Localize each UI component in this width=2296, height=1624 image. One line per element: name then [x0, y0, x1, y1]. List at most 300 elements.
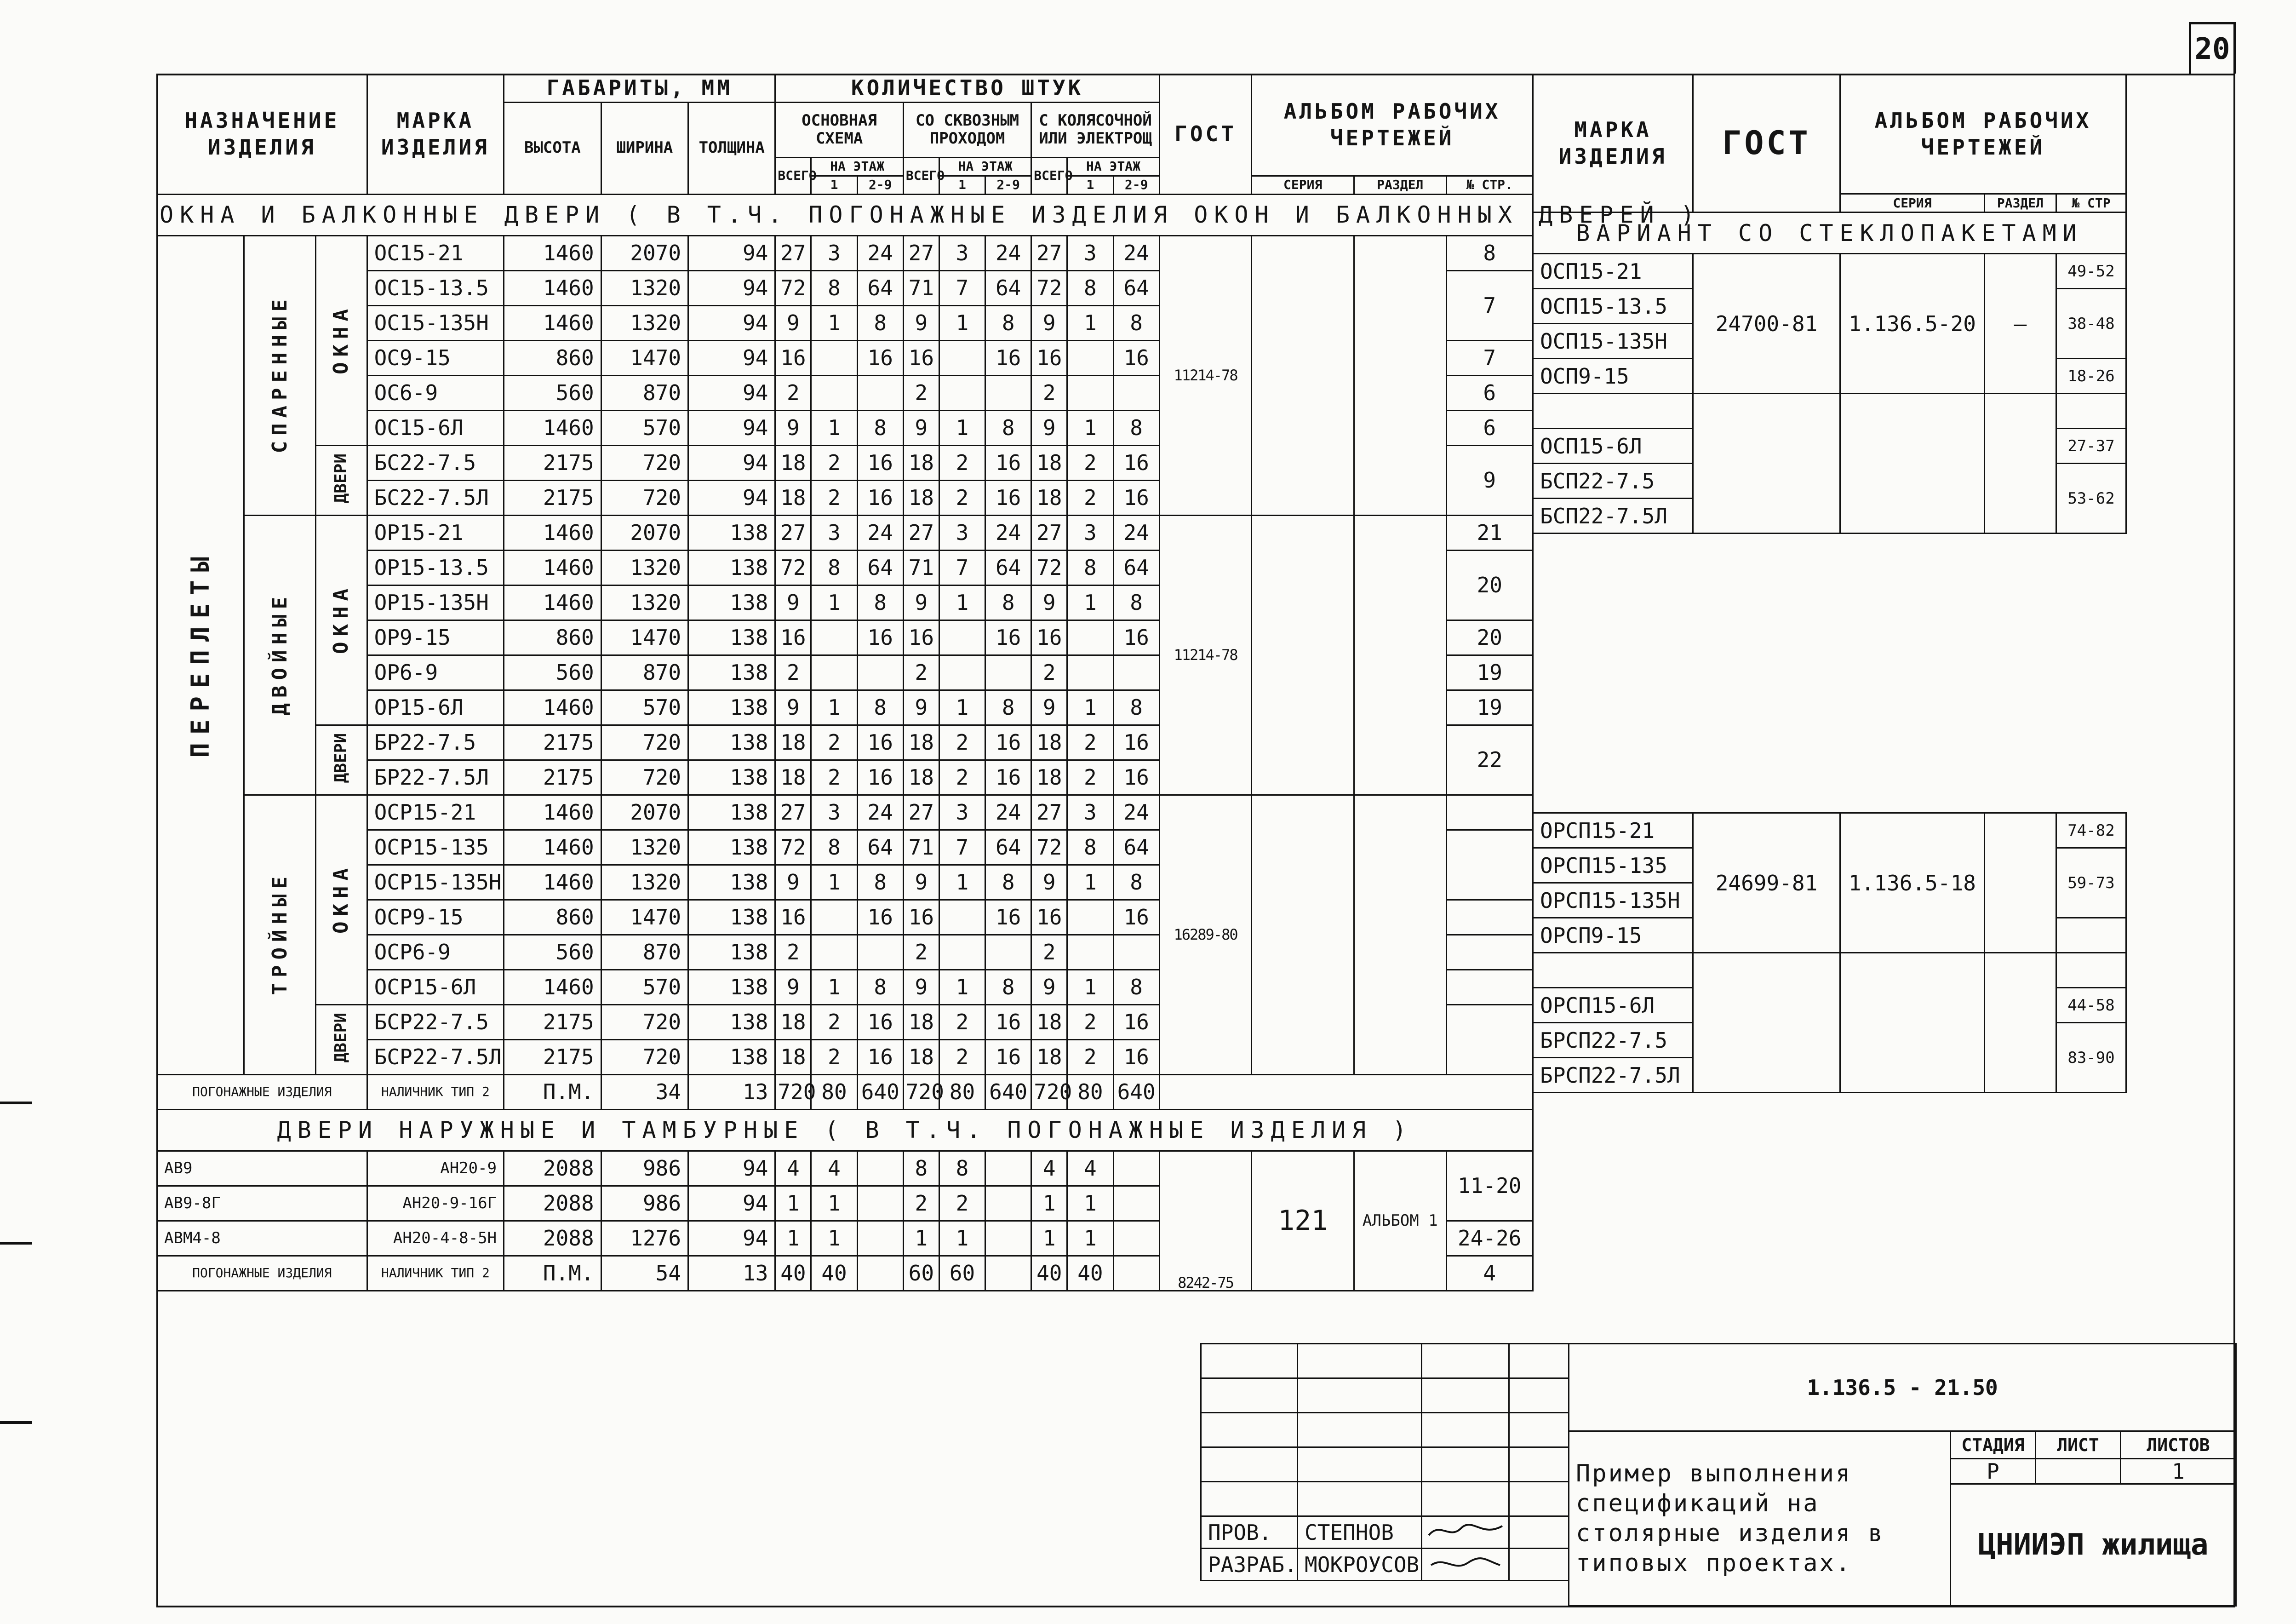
value-cell: 24 — [1113, 795, 1159, 830]
value-cell: 2 — [775, 935, 811, 970]
header-floor-1: 1 — [1067, 176, 1113, 194]
value-cell: 27 — [775, 235, 811, 270]
page-number: 20 — [1446, 550, 1533, 620]
kind-label-cell — [316, 515, 367, 725]
value-cell: 24 — [1113, 235, 1159, 270]
value-cell — [857, 1186, 903, 1221]
header-floor-2-9: 2-9 — [1113, 176, 1159, 194]
value-cell: 1 — [775, 1186, 811, 1221]
page-number: 19 — [1446, 690, 1533, 725]
page-number: 8 — [1446, 235, 1533, 270]
value-cell: 72 — [775, 270, 811, 305]
value-cell: 1460 — [504, 795, 601, 830]
stage-label: СТАДИЯ — [1951, 1431, 2036, 1459]
value-cell: 8 — [985, 690, 1031, 725]
gost-number: 11214-78 — [1159, 235, 1251, 515]
type-label: СПАРЕННЫЕ — [268, 294, 292, 453]
value-cell: 2 — [811, 480, 857, 515]
value-cell: 1 — [811, 1186, 857, 1221]
value-cell: 560 — [504, 375, 601, 410]
value-cell: 2 — [1067, 445, 1113, 480]
value-cell: 3 — [939, 515, 985, 550]
value-cell: 2088 — [504, 1221, 601, 1256]
header-per-floor: НА ЭТАЖ — [1067, 157, 1160, 176]
page-number: 59-73 — [2056, 848, 2126, 918]
door-row — [157, 1151, 1533, 1186]
value-cell: 16 — [1113, 1004, 1159, 1039]
value-cell: 1 — [1067, 1221, 1113, 1256]
value-cell: 8 — [811, 270, 857, 305]
empty-cell — [1840, 394, 1985, 534]
value-cell — [939, 620, 985, 655]
value-cell: 8 — [903, 1151, 939, 1186]
kind-label-cell — [316, 445, 367, 515]
value-cell: 3 — [1067, 515, 1113, 550]
header-total: ВСЕГО — [775, 157, 811, 194]
value-cell: 16 — [985, 760, 1031, 795]
value-cell: 2 — [1067, 1039, 1113, 1074]
header-wheelchair: С КОЛЯСОЧНОЙ ИЛИ ЭЛЕКТРОЩ — [1031, 102, 1160, 157]
value-cell: 2 — [939, 760, 985, 795]
empty-cell — [1985, 394, 2056, 534]
header-through-pass: СО СКВОЗНЫМ ПРОХОДОМ — [903, 102, 1031, 157]
value-cell: 40 — [811, 1256, 857, 1291]
value-cell: 2 — [939, 1186, 985, 1221]
door-mark: АВМ4-8 — [157, 1221, 367, 1256]
value-cell: 1 — [939, 410, 985, 445]
value-cell: 64 — [985, 550, 1031, 585]
value-cell: 138 — [688, 620, 775, 655]
value-cell: 16 — [1031, 340, 1067, 375]
header-floor-2-9: 2-9 — [985, 176, 1031, 194]
value-cell: 94 — [688, 1221, 775, 1256]
value-cell: 9 — [903, 690, 939, 725]
value-cell: 2 — [811, 725, 857, 760]
value-cell: 4 — [775, 1151, 811, 1186]
value-cell: 16 — [985, 340, 1031, 375]
value-cell: 18 — [1031, 480, 1067, 515]
value-cell: П.М. — [504, 1074, 601, 1109]
value-cell: 8 — [1067, 550, 1113, 585]
value-cell: 3 — [1067, 795, 1113, 830]
value-cell: 138 — [688, 760, 775, 795]
value-cell: 64 — [1113, 550, 1159, 585]
value-cell: 8 — [985, 305, 1031, 340]
value-cell — [985, 1221, 1031, 1256]
margin-mark — [0, 1421, 32, 1424]
section-windows-title: ОКНА И БАЛКОННЫЕ ДВЕРИ ( В Т.Ч. ПОГОНАЖНЫЕ ИЗДЕЛИЯ ОКОН И БАЛКОННЫХ ДВЕРЕЙ ) — [157, 194, 1533, 235]
value-cell: 27 — [1031, 235, 1067, 270]
value-cell: 720 — [601, 480, 688, 515]
glazing-mark: ОРСП15-21 — [1533, 813, 1693, 848]
value-cell: 16 — [985, 900, 1031, 935]
gap-row — [1533, 534, 2126, 813]
header-main-scheme: ОСНОВНАЯ СХЕМА — [775, 102, 903, 157]
molding-label: ПОГОНАЖНЫЕ ИЗДЕЛИЯ — [157, 1074, 367, 1109]
product-mark: ОС6-9 — [367, 375, 504, 410]
value-cell: 1460 — [504, 515, 601, 550]
kind-label-windows: ОКНА — [329, 303, 353, 374]
door-frame-mark: НАЛИЧНИК ТИП 2 — [367, 1256, 504, 1291]
value-cell: 138 — [688, 865, 775, 900]
gost-number: 16289-80 — [1159, 795, 1251, 1074]
value-cell: 1 — [1067, 970, 1113, 1004]
sheet-number: 20 — [2189, 22, 2236, 74]
header-page-no: № СТР. — [1446, 176, 1533, 194]
value-cell: 1470 — [601, 900, 688, 935]
signature-image — [1422, 1549, 1509, 1581]
glazing-variant-table — [1532, 74, 2127, 1093]
value-cell — [985, 1186, 1031, 1221]
glazing-mark: БСП22-7.5 — [1533, 464, 1693, 499]
product-mark: ОС9-15 — [367, 340, 504, 375]
checked-name: СТЕПНОВ — [1298, 1516, 1422, 1549]
value-cell: 720 — [601, 760, 688, 795]
value-cell: 1 — [939, 690, 985, 725]
value-cell: 138 — [688, 725, 775, 760]
page-number: 49-52 — [2056, 254, 2126, 289]
margin-mark — [0, 1102, 32, 1104]
value-cell: 94 — [688, 445, 775, 480]
value-cell: 64 — [857, 550, 903, 585]
value-cell — [1067, 620, 1113, 655]
value-cell: 2175 — [504, 725, 601, 760]
value-cell: 1320 — [601, 830, 688, 865]
value-cell — [857, 935, 903, 970]
value-cell: 18 — [903, 480, 939, 515]
value-cell: 72 — [1031, 550, 1067, 585]
title-block — [1568, 1343, 2237, 1607]
value-cell: 1 — [1067, 305, 1113, 340]
header-mark: МАРКА ИЗДЕЛИЯ — [367, 75, 504, 195]
value-cell: 870 — [601, 375, 688, 410]
sheets-label: ЛИСТОВ — [2121, 1431, 2236, 1459]
value-cell: 1 — [811, 1221, 857, 1256]
value-cell: 24 — [1113, 515, 1159, 550]
value-cell — [939, 935, 985, 970]
kind-label-windows: ОКНА — [329, 862, 353, 934]
gost-number: 8242-75 — [1159, 1151, 1251, 1291]
value-cell: 1460 — [504, 235, 601, 270]
value-cell: 1276 — [601, 1221, 688, 1256]
value-cell: 3 — [811, 515, 857, 550]
value-cell: 2 — [903, 655, 939, 690]
value-cell: 27 — [903, 235, 939, 270]
page-number: 18-26 — [2056, 359, 2126, 394]
type-label-cell — [244, 795, 316, 1074]
value-cell: 2 — [811, 760, 857, 795]
value-cell — [1113, 1186, 1159, 1221]
value-cell: 986 — [601, 1151, 688, 1186]
page-number: 53-62 — [2056, 464, 2126, 534]
molding-row — [157, 1074, 1533, 1109]
value-cell: 16 — [1113, 480, 1159, 515]
right-header-album: АЛЬБОМ РАБОЧИХ ЧЕРТЕЖЕЙ — [1840, 75, 2126, 194]
value-cell: 8 — [985, 410, 1031, 445]
value-cell: 18 — [1031, 1004, 1067, 1039]
value-cell: 7 — [939, 270, 985, 305]
value-cell: 8 — [811, 830, 857, 865]
right-header-page-no: № СТР — [2056, 194, 2126, 212]
value-cell: 9 — [1031, 865, 1067, 900]
glazing-mark: ОСП9-15 — [1533, 359, 1693, 394]
glazing-mark: ОРСП15-135 — [1533, 848, 1693, 883]
value-cell: 1470 — [601, 340, 688, 375]
group-label: ПЕРЕПЛЕТЫ — [186, 549, 215, 758]
value-cell: 2 — [903, 375, 939, 410]
value-cell: 16 — [1113, 445, 1159, 480]
value-cell: 2 — [1031, 935, 1067, 970]
value-cell: 16 — [1031, 900, 1067, 935]
value-cell: 1 — [939, 305, 985, 340]
value-cell: 8 — [1067, 270, 1113, 305]
value-cell: 94 — [688, 1186, 775, 1221]
value-cell: 27 — [1031, 795, 1067, 830]
value-cell: 1 — [811, 585, 857, 620]
table-row — [157, 235, 1533, 270]
margin-mark — [0, 1242, 32, 1245]
value-cell: 18 — [775, 1039, 811, 1074]
value-cell: 986 — [601, 1186, 688, 1221]
value-cell: 34 — [601, 1074, 688, 1109]
door-mark: АВ9-8Г — [157, 1186, 367, 1221]
value-cell: 870 — [601, 655, 688, 690]
value-cell: 1 — [811, 690, 857, 725]
table-row — [157, 795, 1533, 830]
right-header-section: РАЗДЕЛ — [1985, 194, 2056, 212]
value-cell: 1 — [1031, 1186, 1067, 1221]
value-cell: 1 — [1067, 1186, 1113, 1221]
value-cell: 18 — [1031, 725, 1067, 760]
value-cell: 1460 — [504, 305, 601, 340]
value-cell: 18 — [775, 725, 811, 760]
value-cell — [857, 375, 903, 410]
product-mark: БС22-7.5Л — [367, 480, 504, 515]
value-cell: 16 — [1113, 760, 1159, 795]
kind-label-doors: ДВЕРИ — [332, 453, 351, 504]
header-series: СЕРИЯ — [1252, 176, 1354, 194]
value-cell: 2 — [939, 1004, 985, 1039]
value-cell: 27 — [775, 795, 811, 830]
header-thickness: ТОЛЩИНА — [688, 102, 775, 194]
value-cell: 9 — [1031, 585, 1067, 620]
glazing-mark: БРСП22-7.5Л — [1533, 1058, 1693, 1093]
value-cell: 72 — [1031, 270, 1067, 305]
value-cell: 9 — [775, 305, 811, 340]
type-label-cell — [244, 235, 316, 515]
header-total: ВСЕГО — [903, 157, 939, 194]
value-cell: 560 — [504, 935, 601, 970]
glazing-gost: 24700-81 — [1693, 254, 1840, 394]
value-cell: 16 — [857, 725, 903, 760]
empty-cell — [1985, 953, 2056, 1093]
product-mark: БС22-7.5 — [367, 445, 504, 480]
value-cell: 18 — [1031, 445, 1067, 480]
product-mark: БСР22-7.5Л — [367, 1039, 504, 1074]
group-label-cell — [157, 235, 244, 1074]
value-cell: 9 — [775, 410, 811, 445]
value-cell — [1113, 1256, 1159, 1291]
value-cell: 1460 — [504, 410, 601, 445]
product-mark: ОР15-6Л — [367, 690, 504, 725]
value-cell: 138 — [688, 655, 775, 690]
glazing-row — [1533, 813, 2126, 848]
value-cell: 2175 — [504, 1004, 601, 1039]
product-mark: ОР15-21 — [367, 515, 504, 550]
value-cell — [985, 935, 1031, 970]
value-cell — [1113, 375, 1159, 410]
value-cell: 64 — [1113, 270, 1159, 305]
value-cell: 64 — [857, 830, 903, 865]
door-frame-mark: АН20-9-16Г — [367, 1186, 504, 1221]
developed-label: РАЗРАБ. — [1201, 1549, 1298, 1581]
value-cell: 1 — [811, 865, 857, 900]
product-mark: ОР6-9 — [367, 655, 504, 690]
page-number: 6 — [1446, 375, 1533, 410]
page-number: 74-82 — [2056, 813, 2126, 848]
glazing-mark: ОСП15-13.5 — [1533, 289, 1693, 324]
value-cell: 3 — [811, 795, 857, 830]
value-cell: 64 — [1113, 830, 1159, 865]
value-cell: 16 — [1031, 620, 1067, 655]
value-cell: 860 — [504, 340, 601, 375]
product-mark: БР22-7.5 — [367, 725, 504, 760]
empty-cell — [1159, 1074, 1533, 1109]
value-cell: 1 — [1067, 410, 1113, 445]
value-cell — [985, 1151, 1031, 1186]
value-cell: 18 — [903, 445, 939, 480]
glazing-mark — [1533, 394, 1693, 429]
header-floor-1: 1 — [939, 176, 985, 194]
value-cell: 16 — [857, 1004, 903, 1039]
table-row — [157, 515, 1533, 550]
page-number — [1446, 900, 1533, 935]
page-number — [1446, 970, 1533, 1004]
value-cell: 60 — [939, 1256, 985, 1291]
value-cell — [811, 935, 857, 970]
value-cell: 16 — [857, 480, 903, 515]
value-cell: 2 — [1067, 480, 1113, 515]
header-gost: ГОСТ — [1159, 75, 1251, 195]
value-cell — [1113, 935, 1159, 970]
value-cell: 1 — [1031, 1221, 1067, 1256]
product-mark: ОС15-13.5 — [367, 270, 504, 305]
value-cell — [939, 900, 985, 935]
value-cell — [939, 375, 985, 410]
value-cell: 9 — [903, 410, 939, 445]
value-cell: 1460 — [504, 550, 601, 585]
value-cell: 3 — [939, 235, 985, 270]
value-cell: 72 — [775, 550, 811, 585]
value-cell: 94 — [688, 375, 775, 410]
value-cell: 18 — [775, 445, 811, 480]
value-cell: 2 — [811, 1039, 857, 1074]
header-height: ВЫСОТА — [504, 102, 601, 194]
value-cell: 3 — [811, 235, 857, 270]
value-cell — [857, 1221, 903, 1256]
page-number — [1446, 1004, 1533, 1074]
right-header-mark: МАРКА ИЗДЕЛИЯ — [1533, 75, 1693, 212]
value-cell: 2175 — [504, 1039, 601, 1074]
value-cell: 1320 — [601, 865, 688, 900]
value-cell: 1460 — [504, 270, 601, 305]
glazing-mark: ОРСП15-135Н — [1533, 883, 1693, 918]
value-cell: 16 — [857, 620, 903, 655]
value-cell: 94 — [688, 1151, 775, 1186]
value-cell: 9 — [903, 970, 939, 1004]
value-cell: 138 — [688, 515, 775, 550]
header-per-floor: НА ЭТАЖ — [811, 157, 903, 176]
glazing-mark: ОСП15-135Н — [1533, 324, 1693, 359]
value-cell: 8 — [939, 1151, 985, 1186]
glazing-mark: ОСП15-6Л — [1533, 429, 1693, 464]
value-cell: 1 — [1067, 690, 1113, 725]
product-mark: БСР22-7.5 — [367, 1004, 504, 1039]
value-cell: 2175 — [504, 760, 601, 795]
value-cell — [1067, 900, 1113, 935]
value-cell: 16 — [985, 725, 1031, 760]
right-header-gost: ГОСТ — [1693, 75, 1840, 212]
value-cell: 2 — [939, 480, 985, 515]
value-cell: 94 — [688, 410, 775, 445]
product-mark: ОСР9-15 — [367, 900, 504, 935]
value-cell: 1470 — [601, 620, 688, 655]
value-cell — [857, 655, 903, 690]
value-cell: 1320 — [601, 270, 688, 305]
value-cell: 138 — [688, 1039, 775, 1074]
value-cell: 24 — [857, 235, 903, 270]
value-cell: 2 — [811, 445, 857, 480]
value-cell: 40 — [1067, 1256, 1113, 1291]
value-cell: 18 — [775, 1004, 811, 1039]
checked-label: ПРОВ. — [1201, 1516, 1298, 1549]
value-cell: 138 — [688, 935, 775, 970]
value-cell: 8 — [1113, 690, 1159, 725]
empty-cell — [1693, 394, 1840, 534]
glazing-series: 1.136.5-18 — [1840, 813, 1985, 953]
header-album: АЛЬБОМ РАБОЧИХ ЧЕРТЕЖЕЙ — [1252, 75, 1533, 176]
value-cell: 138 — [688, 900, 775, 935]
value-cell: 24 — [857, 515, 903, 550]
value-cell: 1 — [939, 585, 985, 620]
value-cell: 2 — [775, 375, 811, 410]
value-cell: 16 — [903, 620, 939, 655]
value-cell: 16 — [775, 620, 811, 655]
developed-name: МОКРОУСОВ — [1298, 1549, 1422, 1581]
section-glazing-title: ВАРИАНТ СО СТЕКЛОПАКЕТАМИ — [1533, 212, 2126, 254]
value-cell: 16 — [985, 480, 1031, 515]
header-total: ВСЕГО — [1031, 157, 1067, 194]
empty-cell — [1533, 534, 2126, 813]
value-cell — [1067, 340, 1113, 375]
value-cell — [811, 375, 857, 410]
value-cell: 18 — [1031, 760, 1067, 795]
document-code: 1.136.5 - 21.50 — [1569, 1344, 2236, 1431]
page-number: 38-48 — [2056, 289, 2126, 359]
molding-type: НАЛИЧНИК ТИП 2 — [367, 1074, 504, 1109]
value-cell — [1113, 1151, 1159, 1186]
door-mark: ПОГОНАЖНЫЕ ИЗДЕЛИЯ — [157, 1256, 367, 1291]
value-cell: 2 — [1067, 1004, 1113, 1039]
product-mark: ОР15-135Н — [367, 585, 504, 620]
value-cell: 18 — [903, 1039, 939, 1074]
value-cell: 1320 — [601, 305, 688, 340]
glazing-mark: ОРСП9-15 — [1533, 918, 1693, 953]
value-cell: 1460 — [504, 865, 601, 900]
value-cell: 94 — [688, 480, 775, 515]
value-cell — [811, 340, 857, 375]
value-cell: 9 — [1031, 690, 1067, 725]
